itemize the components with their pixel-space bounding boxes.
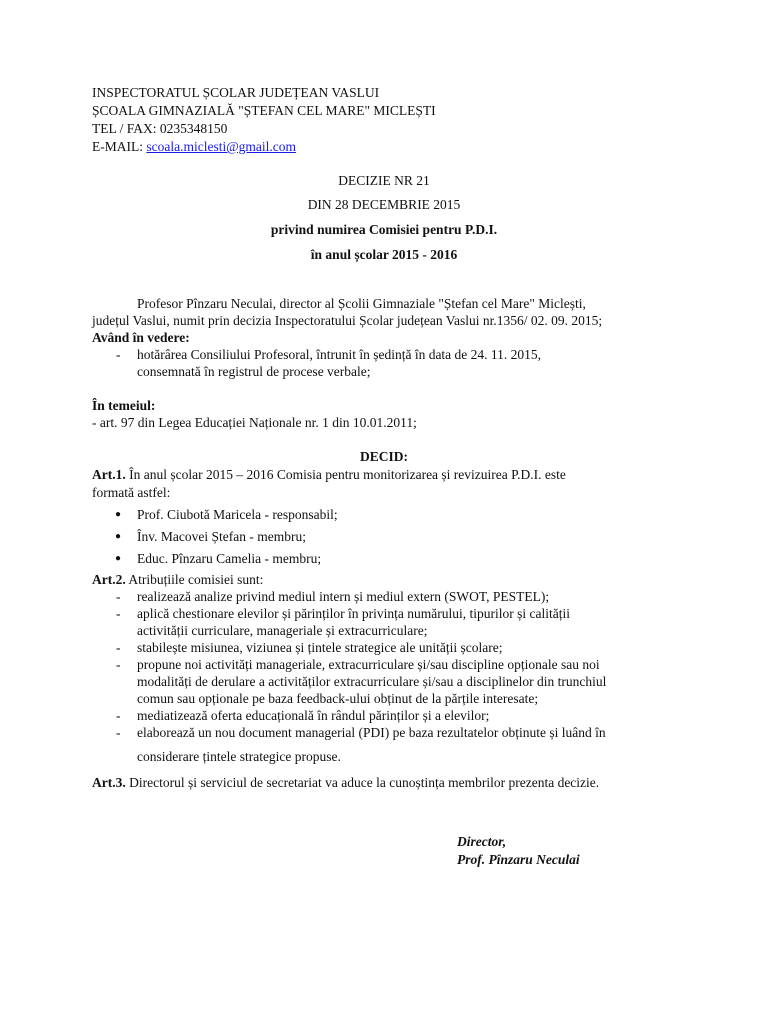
intro-line-2: județul Vaslui, numit prin decizia Inspectoratului Școlar județean Vaslui nr.1356/ 02. 09. 2015; [92, 313, 603, 328]
art2-item-cont: activității curriculare, manageriale și extracurriculare; [137, 623, 428, 638]
art1-line-1: Art.1. În anul școlar 2015 – 2016 Comisia pentru monitorizarea și revizuirea P.D.I. este [92, 467, 566, 482]
decision-subject: privind numirea Comisiei pentru P.D.I. [270, 222, 498, 237]
art2-item-cont: modalități de derulare a activităților extracurriculare și/sau a disciplinelor din trunchiul [137, 674, 607, 689]
intro-line-1: Profesor Pînzaru Neculai, director al Școlii Gimnaziale "Ștefan cel Mare" Miclești, [137, 296, 586, 311]
art3-label: Art.3. [92, 775, 126, 790]
dash-bullet: - [116, 725, 121, 740]
phone-fax: TEL / FAX: 0235348150 [92, 121, 228, 136]
art2-item: stabilește misiunea, viziunea și țintele strategice ale unității școlare; [137, 640, 503, 655]
email-label: E-MAIL: [92, 139, 147, 154]
art2-line: Art.2. Atribuțiile comisiei sunt: [92, 572, 264, 587]
art2-item-cont: comun sau opționale pe baza feedback-ului obținut de la părțile interesate; [137, 691, 539, 706]
art1-line-2: formată astfel: [92, 485, 171, 500]
art3-line: Art.3. Directorul și serviciul de secretariat va aduce la cunoștința membrilor prezenta decizie. [92, 775, 600, 790]
school-name: ȘCOALA GIMNAZIALĂ "ȘTEFAN CEL MARE" MICLEȘTI [92, 103, 436, 118]
art2-item: elaborează un nou document managerial (PDI) pe baza rezultatelor obținute și luând în [137, 725, 606, 740]
dash-bullet: - [116, 708, 121, 723]
inspectorate-name: INSPECTORATUL ȘCOLAR JUDEȚEAN VASLUI [92, 85, 380, 100]
member-item: Educ. Pînzaru Camelia - membru; [137, 551, 322, 566]
letterhead [92, 84, 436, 156]
avand-item-line-1: hotărârea Consiliului Profesoral, întrunit în ședință în data de 24. 11. 2015, [137, 347, 542, 362]
email-link[interactable]: scoala.miclesti@gmail.com [146, 139, 297, 154]
art2-label: Art.2. [92, 572, 126, 587]
temeiul-item: - art. 97 din Legea Educației Naționale nr. 1 din 10.01.2011; [92, 415, 417, 430]
bullet-icon: ● [115, 531, 122, 542]
art2-item: propune noi activități manageriale, extracurriculare și/sau discipline opționale sau noi [137, 657, 600, 672]
decision-number: DECIZIE NR 21 [338, 173, 430, 188]
dash-bullet: - [116, 589, 121, 604]
member-item: Înv. Macovei Ștefan - membru; [137, 529, 306, 544]
temeiul-heading: În temeiul: [92, 398, 156, 413]
member-item: Prof. Ciubotă Maricela - responsabil; [137, 507, 338, 522]
dash-bullet: - [116, 347, 121, 362]
decid-heading: DECID: [359, 449, 408, 464]
dash-bullet: - [116, 640, 121, 655]
avand-item-line-2: consemnată în registrul de procese verbale; [137, 364, 371, 379]
art2-item: mediatizează oferta educațională în rândul părinților și a elevilor; [137, 708, 490, 723]
signature-role: Director, [457, 834, 507, 849]
email-line [92, 138, 436, 156]
dash-bullet: - [116, 657, 121, 672]
art2-item: aplică chestionare elevilor și părinților în privința numărului, tipurilor și calității [137, 606, 571, 621]
art2-item-cont: considerare țintele strategice propuse. [137, 749, 341, 764]
dash-bullet: - [116, 606, 121, 621]
school-year: în anul școlar 2015 - 2016 [310, 247, 458, 262]
signature-name: Prof. Pînzaru Neculai [457, 852, 580, 867]
decision-date: DIN 28 DECEMBRIE 2015 [307, 197, 461, 212]
avand-heading: Având în vedere: [92, 330, 190, 345]
bullet-icon: ● [115, 509, 122, 520]
art2-item: realizează analize privind mediul intern și mediul extern (SWOT, PESTEL); [137, 589, 550, 604]
art1-label: Art.1. [92, 467, 126, 482]
bullet-icon: ● [115, 553, 122, 564]
